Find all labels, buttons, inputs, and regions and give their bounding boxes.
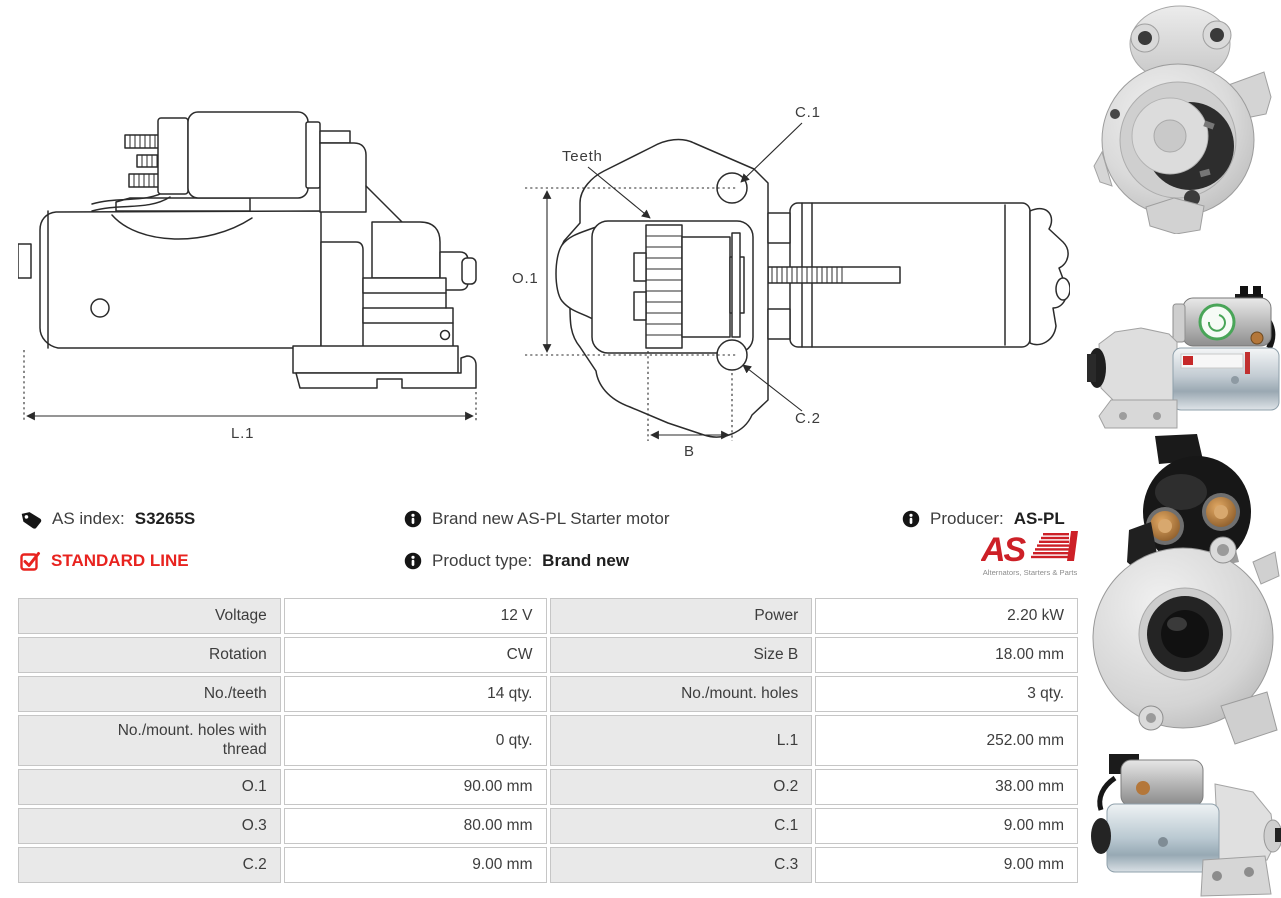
teeth-label: Teeth: [562, 148, 603, 165]
spec-voltage-value: 12 V: [284, 598, 547, 634]
photo-starter-side-angle: [1085, 748, 1281, 898]
producer-value: AS-PL: [1013, 509, 1065, 528]
dim-label-o1: O.1: [512, 270, 539, 287]
standard-line-label: STANDARD LINE: [51, 551, 189, 570]
spec-mount-holes-thread-value: 0 qty.: [284, 715, 547, 766]
tag-icon: [20, 509, 42, 529]
info-icon: [404, 552, 422, 570]
spec-size-b-label: Size B: [550, 637, 813, 673]
as-index-label: AS index:: [52, 509, 125, 528]
producer-row: [902, 507, 1065, 531]
spec-c3-label: C.3: [550, 847, 813, 883]
spec-c2-value: 9.00 mm: [284, 847, 547, 883]
as-index-value: S3265S: [134, 509, 196, 528]
info-icon: [902, 510, 920, 528]
spec-o2-value: 38.00 mm: [815, 769, 1078, 805]
info-icon: [404, 510, 422, 528]
spec-c3-value: 9.00 mm: [815, 847, 1078, 883]
spec-o3-label: O.3: [18, 808, 281, 844]
spec-c1-label: C.1: [550, 808, 813, 844]
photo-starter-side-view: [1085, 276, 1281, 432]
product-type-label: Product type:: [432, 551, 533, 570]
spec-mount-holes-thread-label: No./mount. holes with thread: [18, 715, 281, 766]
as-pl-logo: [981, 531, 1079, 589]
spec-voltage-label: Voltage: [18, 598, 281, 634]
dim-label-c1: C.1: [795, 104, 821, 121]
spec-c1-value: 9.00 mm: [815, 808, 1078, 844]
dim-label-c2: C.2: [795, 410, 821, 427]
spec-o2-label: O.2: [550, 769, 813, 805]
product-description: Brand new AS-PL Starter motor: [432, 509, 670, 528]
standard-line-row: [20, 549, 189, 573]
dim-label-l1: L.1: [231, 425, 255, 442]
spec-o3-value: 80.00 mm: [284, 808, 547, 844]
description-row: [404, 507, 669, 531]
spec-table: [18, 598, 1078, 883]
spec-l1-value: 252.00 mm: [815, 715, 1078, 766]
spec-o1-label: O.1: [18, 769, 281, 805]
logo-tagline: Alternators, Starters & Parts: [982, 568, 1078, 577]
spec-c2-label: C.2: [18, 847, 281, 883]
photo-starter-rear-solenoid: [1085, 434, 1281, 746]
spec-mount-holes-value: 3 qty.: [815, 676, 1078, 712]
checkbox-checked-icon: [20, 551, 41, 571]
producer-label: Producer:: [930, 509, 1004, 528]
spec-mount-holes-label: No./mount. holes: [550, 676, 813, 712]
photo-starter-front-bracket: [1088, 2, 1274, 234]
technical-drawing-side-view: [18, 98, 488, 448]
as-index-row: [20, 507, 195, 531]
spec-power-value: 2.20 kW: [815, 598, 1078, 634]
spec-rotation-label: Rotation: [18, 637, 281, 673]
spec-size-b-value: 18.00 mm: [815, 637, 1078, 673]
product-type-row: [404, 549, 629, 573]
spec-o1-value: 90.00 mm: [284, 769, 547, 805]
product-type-value: Brand new: [542, 551, 630, 570]
dim-label-b: B: [684, 443, 695, 460]
spec-teeth-count-label: No./teeth: [18, 676, 281, 712]
spec-power-label: Power: [550, 598, 813, 634]
spec-l1-label: L.1: [550, 715, 813, 766]
technical-drawing-front-view: [500, 85, 1070, 465]
spec-teeth-count-value: 14 qty.: [284, 676, 547, 712]
logo-text: AS: [981, 531, 1025, 569]
spec-rotation-value: CW: [284, 637, 547, 673]
